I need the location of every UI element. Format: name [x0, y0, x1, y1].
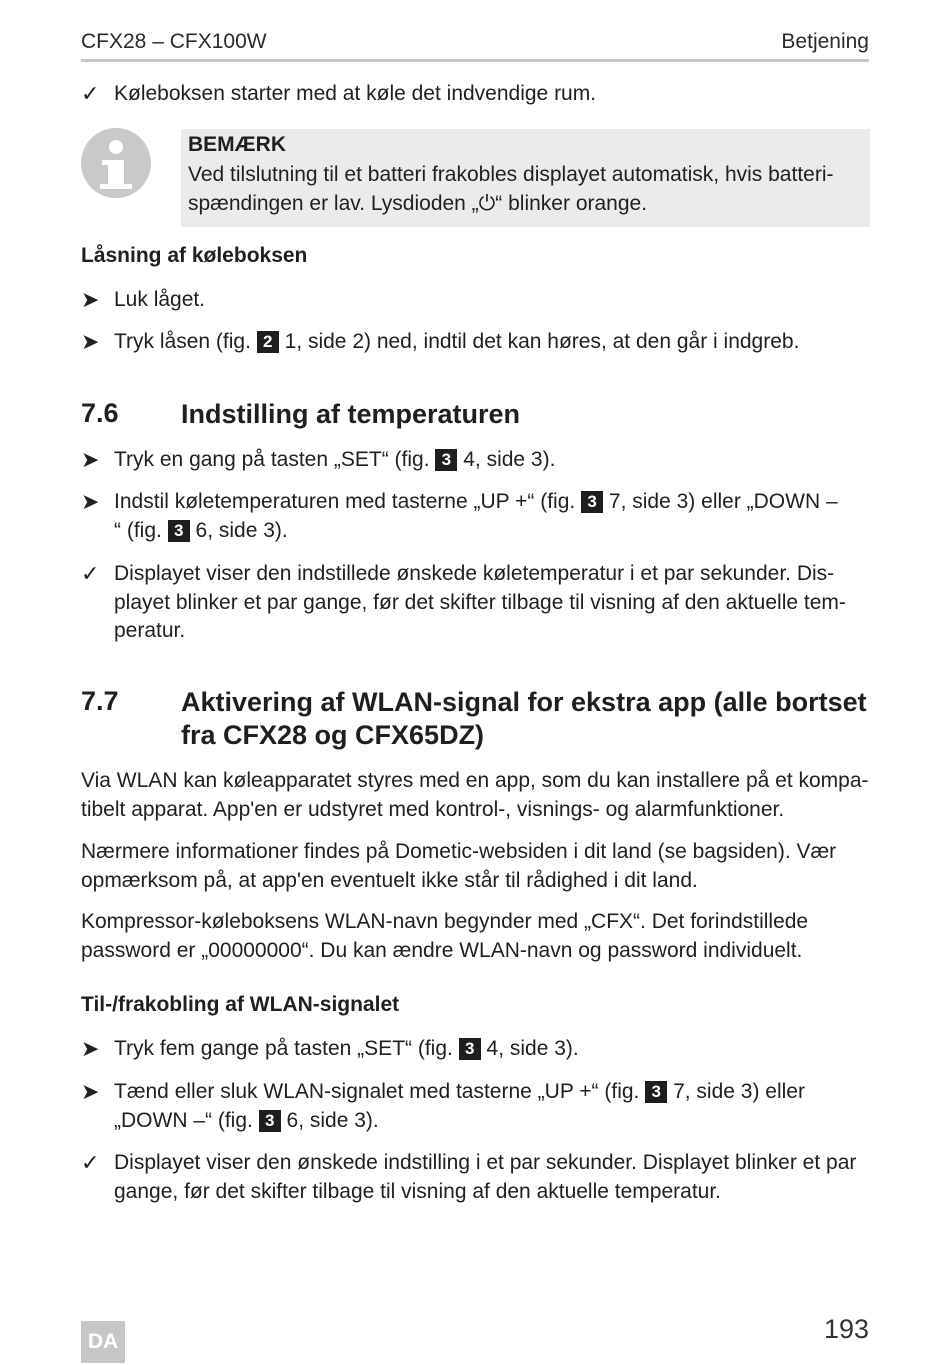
- arrow-bullet: ➤: [81, 1079, 100, 1104]
- locking-heading: Låsning af køleboksen: [81, 244, 308, 267]
- note-text: Ved tilslutning til et batteri frakobles displayet automatisk, hvis batteri- spændingen er lav. Lysdioden „⏻“ blinker orange.: [188, 163, 834, 215]
- step-text: Tænd eller sluk WLAN-signalet med tasterne „UP +“ (fig. 3 7, side 3) eller „DOWN –“ (fig. 3 6, side 3).: [114, 1080, 805, 1132]
- result-text: Køleboksen starter med at køle det indvendige rum.: [114, 82, 597, 105]
- figure-ref-badge: 3: [581, 491, 603, 513]
- paragraph: Nærmere informationer findes på Dometic-websiden i dit land (se bagsiden). Vær opmærksom på, at app'en eventuelt ikke står til rådighed i dit land.: [81, 840, 837, 892]
- section-number: 7.6: [81, 398, 119, 428]
- arrow-bullet: ➤: [81, 1036, 100, 1061]
- figure-ref-badge: 2: [257, 331, 279, 353]
- paragraph: Via WLAN kan køleapparatet styres med en app, som du kan installere på et kompa- tibelt apparat. App'en er udstyret med kontrol-, visnings- og alarmfunktioner.: [81, 769, 869, 821]
- language-tab: DA: [81, 1321, 125, 1363]
- arrow-bullet: ➤: [81, 287, 100, 312]
- section-number: 7.7: [81, 686, 119, 716]
- section-title: Indstilling af temperaturen: [181, 399, 521, 429]
- arrow-bullet: ➤: [81, 489, 100, 514]
- section-title: Aktivering af WLAN-signal for ekstra app (alle bortset fra CFX28 og CFX65DZ): [181, 687, 867, 750]
- figure-ref-badge: 3: [435, 449, 457, 471]
- step-text: Tryk låsen (fig. 2 1, side 2) ned, indtil det kan høres, at den går i indgreb.: [114, 330, 800, 353]
- figure-ref-badge: 3: [645, 1081, 667, 1103]
- result-text: Displayet viser den ønskede indstilling i et par sekunder. Displayet blinker et par gange, før det skifter tilbage til visning af den aktuelle temperatur.: [114, 1151, 857, 1203]
- check-mark: ✓: [81, 1150, 100, 1175]
- note-title: BEMÆRK: [188, 133, 286, 156]
- figure-ref-badge: 3: [259, 1110, 281, 1132]
- step-text: Luk låget.: [114, 288, 206, 311]
- wlan-subheading: Til-/frakobling af WLAN-signalet: [81, 993, 400, 1016]
- paragraph: Kompressor-køleboksens WLAN-navn begynder med „CFX“. Det forindstillede password er „00000000“. Du kan ændre WLAN-navn og password individuelt.: [81, 910, 809, 962]
- header-divider: [81, 59, 869, 62]
- page-number: 193: [823, 1314, 869, 1344]
- step-text: Indstil køletemperaturen med tasterne „UP +“ (fig. 3 7, side 3) eller „DOWN – “ (fig. 3 6, side 3).: [114, 490, 838, 542]
- step-text: Tryk fem gange på tasten „SET“ (fig. 3 4, side 3).: [114, 1037, 579, 1060]
- running-header-left: CFX28 – CFX100W: [81, 30, 267, 53]
- check-mark: ✓: [81, 81, 100, 106]
- check-mark: ✓: [81, 561, 100, 586]
- figure-ref-badge: 3: [168, 520, 190, 542]
- arrow-bullet: ➤: [81, 447, 100, 472]
- arrow-bullet: ➤: [81, 329, 100, 354]
- figure-ref-badge: 3: [459, 1038, 481, 1060]
- result-text: Displayet viser den indstillede ønskede køletemperatur i et par sekunder. Dis- playet blinker et par gange, før det skifter tilbage til visning af den aktuelle tem- peratur.: [114, 562, 846, 642]
- running-header-right: Betjening: [781, 30, 869, 53]
- step-text: Tryk en gang på tasten „SET“ (fig. 3 4, side 3).: [114, 448, 556, 471]
